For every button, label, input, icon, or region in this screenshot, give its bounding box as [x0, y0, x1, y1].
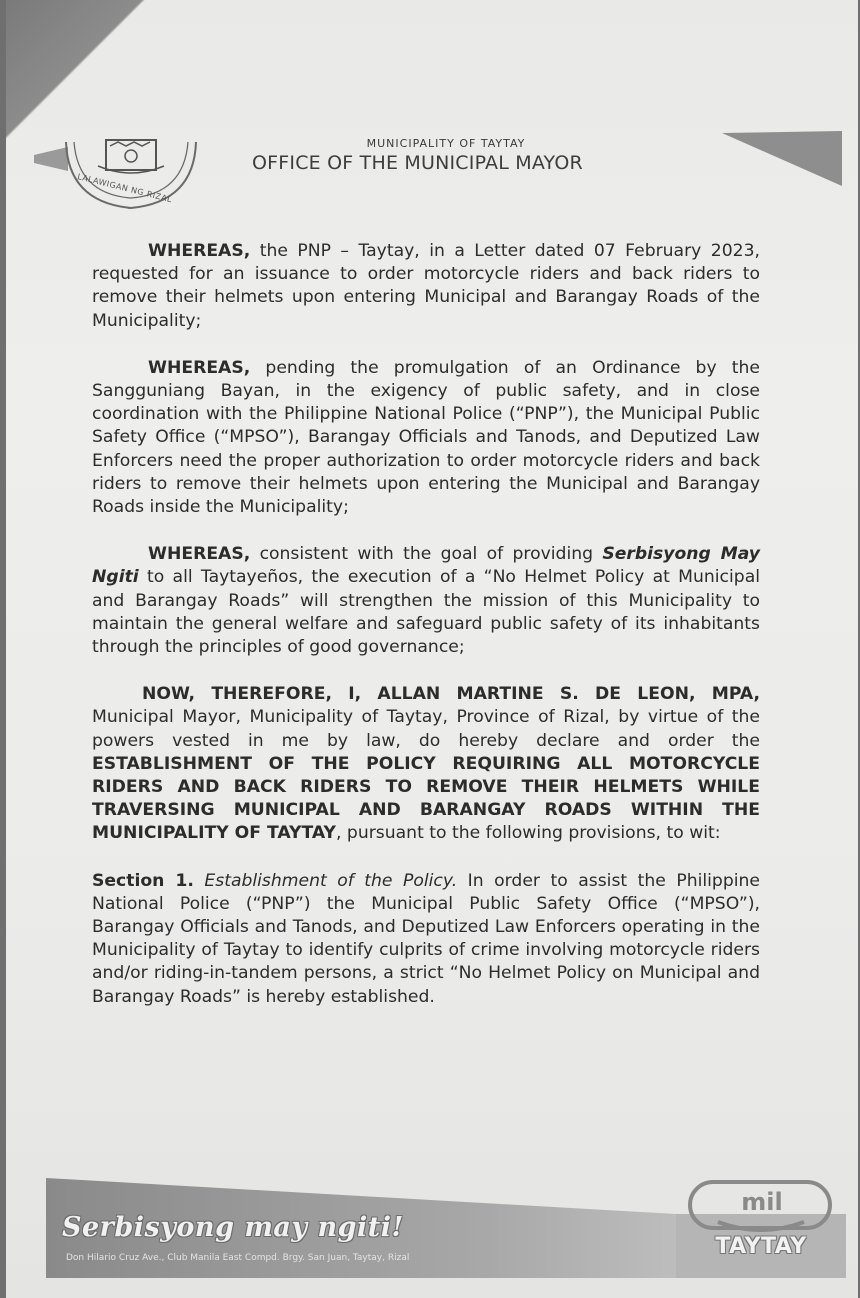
- whereas-paragraph-3: WHEREAS, consistent with the goal of providing Serbisyong May Ngiti to all Taytayeños, the execution of a “No Helmet Policy at Municipal and Barangay Roads” will strengthen the mission of this Municipality to maintain the general welfare and safeguard public safety of its inhabitants through the principles of good governance;: [92, 544, 760, 658]
- now-therefore-paragraph: NOW, THEREFORE, I, ALLAN MARTINE S. DE LEON, MPA, Municipal Mayor, Municipality of Taytay, Province of Rizal, by virtue of the powers vested in me by law, do hereby declare and order the ESTABLISHMENT OF THE POLICY REQUIRING ALL MOTORCYCLE RIDERS AND BACK RIDERS TO REMOVE THEIR HELMETS WHILE TRAVERSING MUNICIPAL AND BARANGAY ROADS WITHIN THE MUNICIPALITY OF TAYTAY, pursuant to the following provisions, to wit:: [92, 684, 760, 844]
- whereas-paragraph-2: WHEREAS, pending the promulgation of an Ordinance by the Sangguniang Bayan, in the exigency of public safety, and in close coordination with the Philippine National Police (“PNP”), the Municipal Public Safety Office (“MPSO”), Barangay Officials and Tanods, and Deputized Law Enforcers need the proper authorization to order motorcycle riders and back riders to remove their helmets upon entering the Municipal and Barangay Roads inside the Municipality;: [92, 357, 760, 518]
- document-page: [6, 0, 858, 1298]
- municipality-line: MUNICIPALITY OF TAYTAY: [366, 137, 526, 150]
- footer-slogan: Serbisyong may ngiti!: [62, 1212, 404, 1243]
- office-title: OFFICE OF THE MUNICIPAL MAYOR: [252, 152, 583, 174]
- header-right-banner: [722, 131, 842, 186]
- logo-taytay-text: TAYTAY: [715, 1234, 807, 1259]
- section-1-paragraph: Section 1. Establishment of the Policy. In order to assist the Philippine National Police (“PNP”) the Municipal Public Safety Office (“MPSO”), Barangay Officials and Tanods, and Deputized Law Enforcers operating in the Municipality of Taytay to identify culprits of crime involving motorcycle riders and/or riding-in-tandem persons, a strict “No Helmet Policy on Municipal and Barangay Roads” is hereby established.: [92, 870, 760, 1007]
- footer-address: Don Hilario Cruz Ave., Club Manila East Compd. Brgy. San Juan, Taytay, Rizal: [66, 1253, 410, 1263]
- seal-text: LALAWIGAN NG RIZAL: [76, 172, 173, 205]
- logo-mil-text: mil: [741, 1188, 783, 1216]
- document-body: [92, 240, 760, 1033]
- whereas-paragraph-1: WHEREAS, the PNP – Taytay, in a Letter dated 07 February 2023, requested for an issuance to order motorcycle riders and back riders to remove their helmets upon entering Municipal and Barangay Roads of the Municipality;: [92, 241, 760, 331]
